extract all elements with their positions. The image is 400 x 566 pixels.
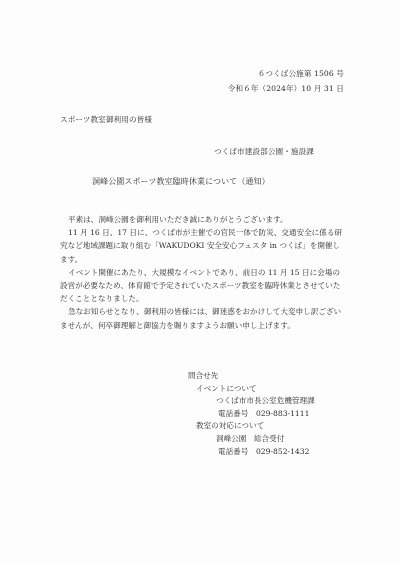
sender: つくば市建設部公園・施設課 — [213, 147, 314, 156]
paragraph: イベント開催にあたり、大規模なイベントであり、前日の 11 月 15 日に会場の設営が必要なため、体育館で予定されていたスポーツ教室を臨時休業とさせていただくこととなりました。 — [60, 267, 341, 304]
contact-event-phone: 電話番号 029-883-1111 — [218, 408, 310, 418]
paragraph: 平素は、洞峰公園を御利用いただき誠にありがとうございます。 — [68, 215, 288, 224]
contact-event-label: イベントについて — [196, 383, 257, 393]
contact-event-dept: つくば市市長公室危機管理課 — [216, 396, 315, 406]
body-text — [60, 213, 346, 332]
recipient: スポーツ教室御利用の皆様 — [60, 115, 153, 124]
contact-class-phone: 電話番号 029-852-1432 — [218, 446, 310, 456]
paragraph: 急なお知らせとなり、御利用の皆様には、御迷惑をおかけして大変申し訳ございませんが、何卒御理解と御協力を賜りますようお願い申し上げます。 — [60, 307, 342, 330]
contact-heading: 問合せ先 — [188, 371, 219, 380]
document-number: ６つくば公施第 1506 号 — [257, 69, 344, 78]
contact-info — [188, 370, 315, 458]
contact-class-dept: 洞峰公園 総合受付 — [216, 433, 285, 443]
document-subject: 洞峰公園スポーツ教室臨時休業について（通知） — [92, 177, 270, 186]
contact-class-label: 教室の対応について — [196, 421, 265, 431]
paragraph: 11 月 16 日、17 日に、つくば市が主催での官民一体で防災、交通安全に係る研究など地域課題に取り組む「WAKUDOKI 安全安心フェスタ in つくば」を開催します。 — [60, 228, 343, 264]
document-date: 令和６年（2024年）10 月 31 日 — [227, 84, 344, 93]
